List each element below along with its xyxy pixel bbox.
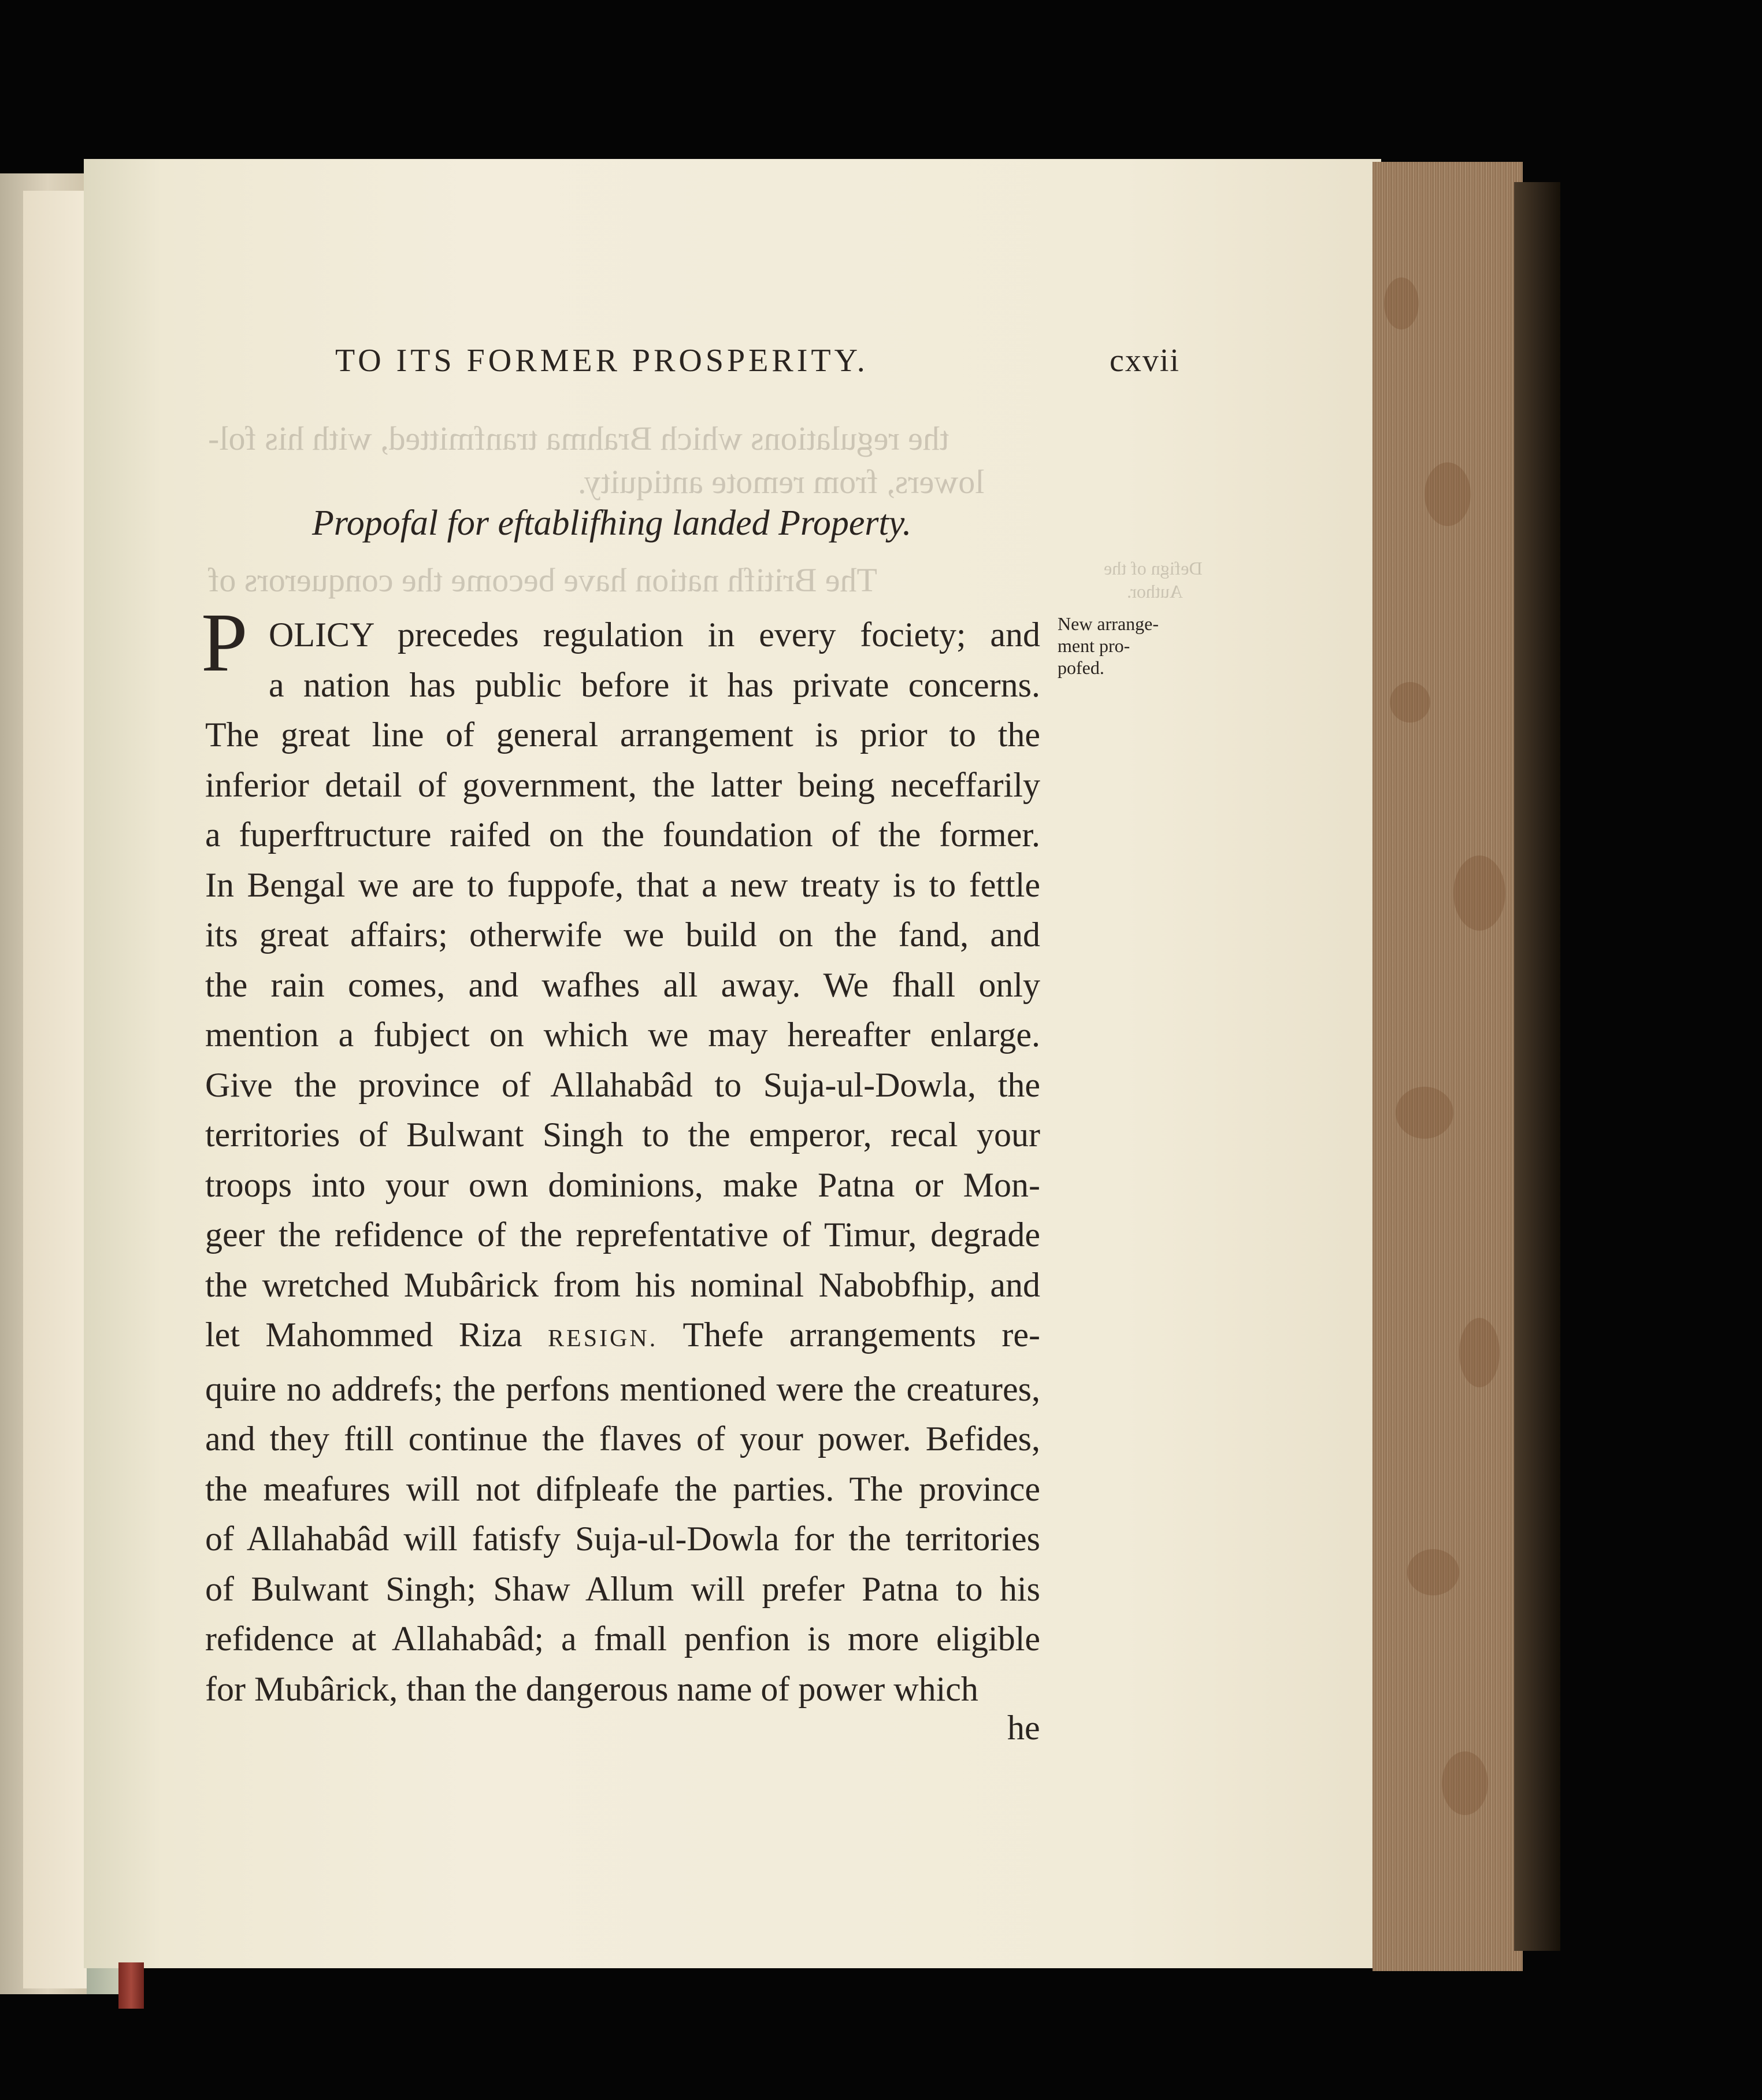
text-line: for Mubârick, than the dangerous name of power which (205, 1669, 978, 1708)
book-cover-edge (1514, 182, 1560, 1951)
text-line: the wretched Mubârick from his nominal Nabobfhip, and (205, 1265, 1040, 1304)
bleed-through-line: the regulations which Brahma tranfmitted, with his fol- (208, 420, 949, 457)
drop-cap: P (201, 597, 248, 689)
bleed-through-note: Defign of the (1104, 558, 1203, 579)
marginal-note (1058, 613, 1190, 679)
text-line: of Bulwant Singh; Shaw Allum will prefer Patna to his (205, 1569, 1040, 1608)
bleed-through-note: Author. (1127, 581, 1183, 602)
text-line: of Allahabâd will fatisfy Suja-ul-Dowla for the territories (205, 1520, 1040, 1558)
text-line: a nation has public before it has private concerns. (269, 665, 1040, 704)
text-line: refidence at Allahabâd; a fmall penfion is more eligible (205, 1620, 1040, 1658)
body-text (205, 610, 1040, 1714)
facing-page-paper (23, 191, 87, 1988)
text-line: The great line of general arrangement is prior to the (205, 716, 1040, 754)
page-block-fore-edge (1372, 162, 1523, 1971)
page-number: cxvii (1110, 343, 1180, 379)
text-line: its great affairs; otherwife we build on the fand, and (205, 916, 1040, 954)
text-line: troops into your own dominions, make Patna or Mon- (205, 1165, 1040, 1204)
bleed-through-line: lowers, from remote antiquity. (578, 463, 985, 501)
text-line: the meafures will not difpleafe the parties. The province (205, 1469, 1040, 1508)
text-line: and they ftill continue the flaves of your power. Befides, (205, 1420, 1040, 1458)
running-head: TO ITS FORMER PROSPERITY. (335, 343, 869, 379)
catchword: he (1007, 1709, 1040, 1747)
text-fragment: Thefe arrangements re- (682, 1316, 1040, 1354)
section-heading: Propofal for eftablifhing landed Property. (312, 503, 912, 543)
text-fragment: let Mahommed Riza (205, 1316, 522, 1354)
text-line (205, 1310, 1040, 1364)
text-line: geer the refidence of the reprefentative of Timur, degrade (205, 1216, 1040, 1254)
text-line: Give the province of Allahabâd to Suja-ul-Dowla, the (205, 1065, 1040, 1104)
ribbon-bookmark (118, 1962, 144, 2009)
text-line: OLICY precedes regulation in every fociety; and (269, 616, 1040, 654)
marginal-note-line: New arrange- (1058, 613, 1159, 634)
text-line: quire no addrefs; the perfons mentioned were the creatures, (205, 1369, 1040, 1408)
text-line: inferior detail of government, the latter being neceffarily (205, 765, 1040, 804)
small-caps-word: RESIGN. (548, 1325, 658, 1352)
bleed-through-line: The Britifh nation have become the conquerors of (208, 561, 877, 599)
marginal-note-line: ment pro- (1058, 635, 1130, 656)
text-line: In Bengal we are to fuppofe, that a new treaty is to fettle (205, 865, 1040, 904)
marginal-note-line: pofed. (1058, 657, 1104, 678)
text-line: a fuperftructure raifed on the foundation of the former. (205, 816, 1040, 854)
text-line: territories of Bulwant Singh to the emperor, recal your (205, 1116, 1040, 1154)
text-line: the rain comes, and wafhes all away. We fhall only (205, 965, 1040, 1004)
text-line: mention a fubject on which we may hereafter enlarge. (205, 1016, 1040, 1054)
